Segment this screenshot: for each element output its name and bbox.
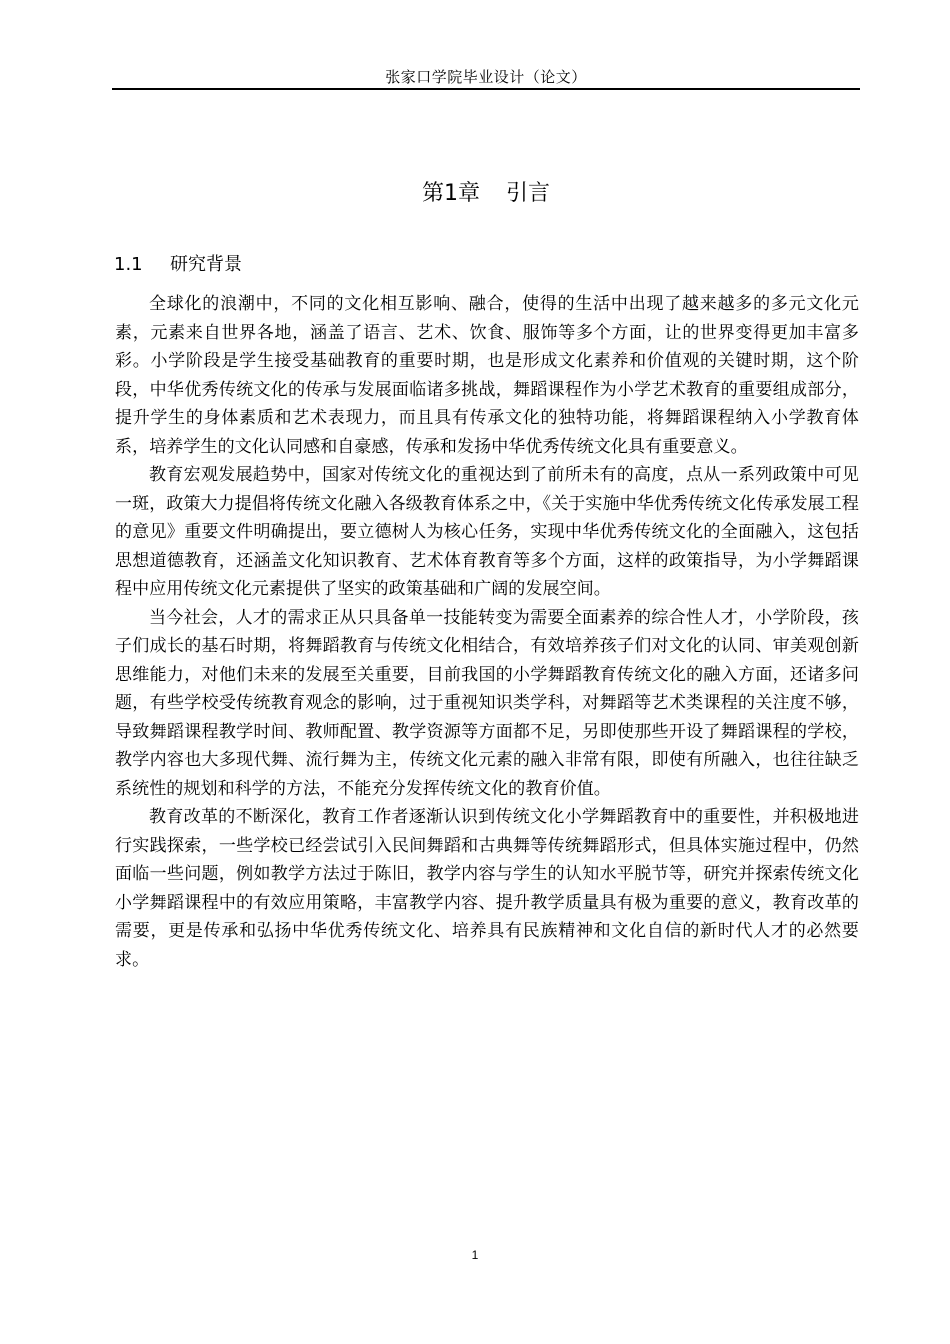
chapter-number: 第1章 xyxy=(421,181,480,206)
header-rule xyxy=(112,88,860,90)
section-title: 研究背景 xyxy=(170,254,242,275)
chapter-name: 引言 xyxy=(505,181,550,206)
section-heading xyxy=(114,252,242,278)
paragraph: 教育宏观发展趋势中，国家对传统文化的重视达到了前所未有的高度，点从一系列政策中可见一斑，政策大力提倡将传统文化融入各级教育体系之中，《关于实施中华优秀传统文化传承发展工程的意见》重要文件明确提出，要立德树人为核心任务，实现中华优秀传统文化的全面融入，这包括思想道德教育，还涵盖文化知识教育、艺术体育教育等多个方面，这样的政策指导，为小学舞蹈课程中应用传统文化元素提供了坚实的政策基础和广阔的发展空间。 xyxy=(115,465,859,599)
chapter-title xyxy=(112,178,860,210)
body-text xyxy=(115,290,859,974)
running-header: 张家口学院毕业设计（论文） xyxy=(385,68,587,86)
paragraph: 教育改革的不断深化，教育工作者逐渐认识到传统文化小学舞蹈教育中的重要性，并积极地进行实践探索，一些学校已经尝试引入民间舞蹈和古典舞等传统舞蹈形式，但具体实施过程中，仍然面临一些问题，例如教学方法过于陈旧，教学内容与学生的认知水平脱节等，研究并探索传统文化小学舞蹈课程中的有效应用策略，丰富教学内容、提升教学质量具有极为重要的意义，教育改革的需要，更是传承和弘扬中华优秀传统文化、培养具有民族精神和文化自信的新时代人才的必然要求。 xyxy=(115,807,859,970)
paragraph: 当今社会，人才的需求正从只具备单一技能转变为需要全面素养的综合性人才，小学阶段，孩子们成长的基石时期，将舞蹈教育与传统文化相结合，有效培养孩子们对文化的认同、审美观创新思维能力，对他们未来的发展至关重要，目前我国的小学舞蹈教育传统文化的融入方面，还诸多问题，有些学校受传统教育观念的影响，过于重视知识类学科，对舞蹈等艺术类课程的关注度不够，导致舞蹈课程教学时间、教师配置、教学资源等方面都不足，另即使那些开设了舞蹈课程的学校，教学内容也大多现代舞、流行舞为主，传统文化元素的融入非常有限，即使有所融入，也往往缺乏系统性的规划和科学的方法，不能充分发挥传统文化的教育价值。 xyxy=(115,607,859,799)
page-number: 1 xyxy=(471,1248,479,1262)
section-number: 1.1 xyxy=(114,254,143,275)
paragraph: 全球化的浪潮中，不同的文化相互影响、融合，使得的生活中出现了越来越多的多元文化元素，元素来自世界各地，涵盖了语言、艺术、饮食、服饰等多个方面，让的世界变得更加丰富多彩。小学阶段是学生接受基础教育的重要时期，也是形成文化素养和价值观的关键时期，这个阶段，中华优秀传统文化的传承与发展面临诸多挑战，舞蹈课程作为小学艺术教育的重要组成部分，提升学生的身体素质和艺术表现力，而且具有传承文化的独特功能，将舞蹈课程纳入小学教育体系，培养学生的文化认同感和自豪感，传承和发扬中华优秀传统文化具有重要意义。 xyxy=(115,294,859,457)
